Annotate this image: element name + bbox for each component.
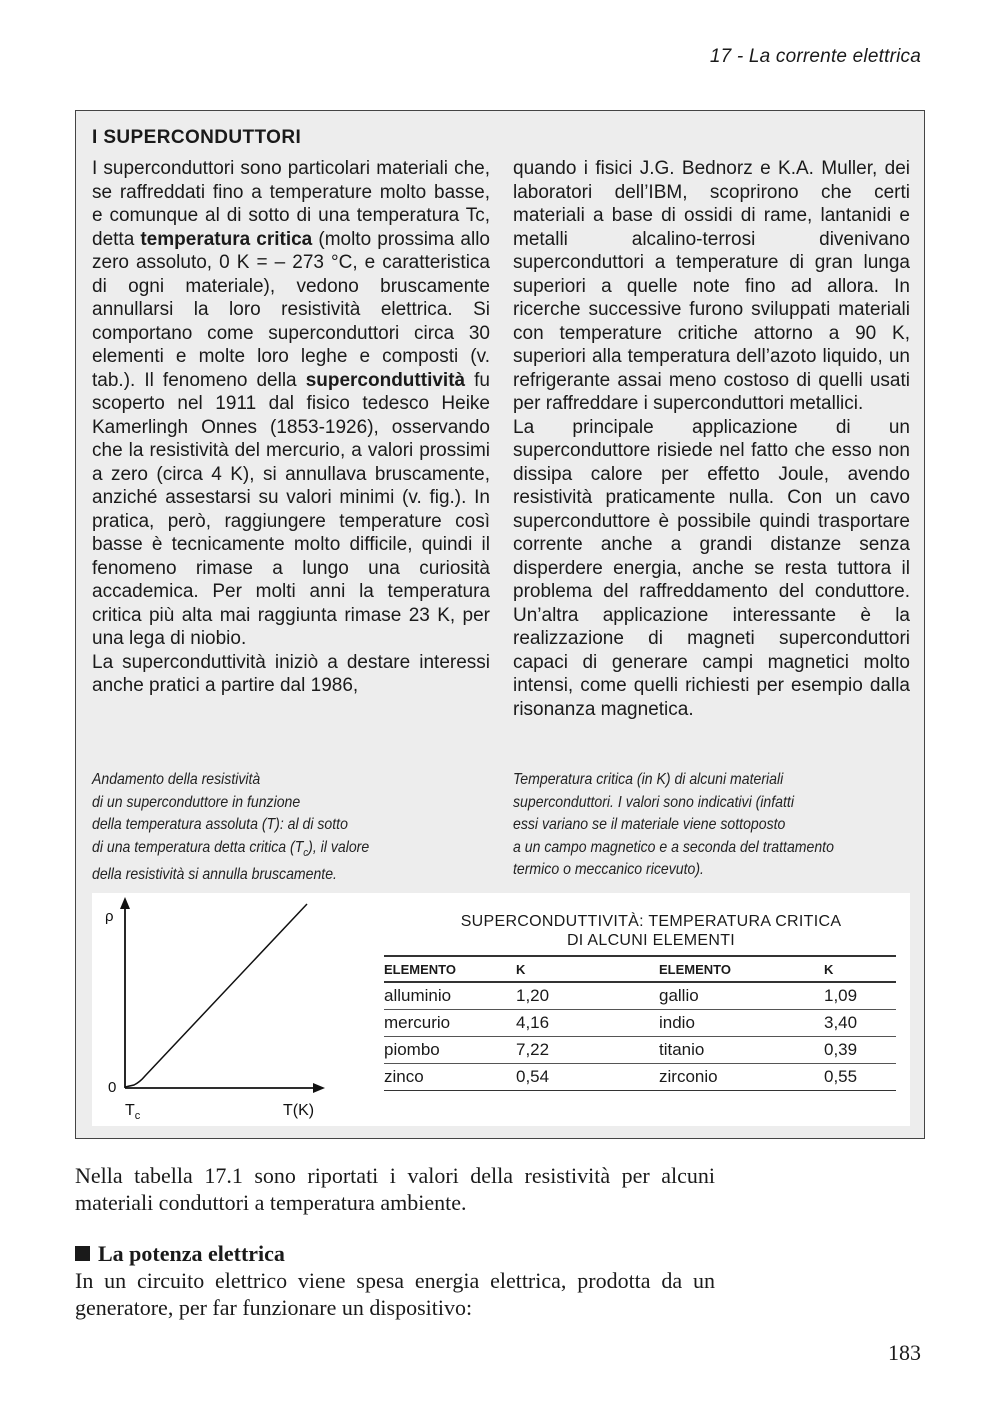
header-k-2: K bbox=[824, 956, 896, 982]
figure-caption: Andamento della resistività di un superconduttore in funzione della temperatura assoluta (T): al di sotto di una temperatura detta critica $(T_c)$, il valore della resistività si annulla bruscamente. bbox=[92, 771, 370, 884]
table-cell: zinco bbox=[384, 1063, 516, 1090]
table-title-line-1: SUPERCONDUTTIVITÀ: TEMPERATURA CRITICA bbox=[460, 913, 842, 930]
left-paragraph-2: La superconduttività iniziò a destare interessi anche pratici a partire dal 1986, bbox=[92, 651, 490, 696]
table-row bbox=[384, 1009, 896, 1036]
x-axis-label: T(K) bbox=[283, 1102, 315, 1119]
table-cell: 7,22 bbox=[516, 1036, 659, 1063]
table-row bbox=[384, 1036, 896, 1063]
section-title: La potenza elettrica bbox=[98, 1241, 285, 1266]
table-caption: Temperatura critica (in K) di alcuni materiali superconduttori. I valori sono indicativi (infatti essi variano se il materiale viene sottoposto a un campo magnetico e a seconda del trattamento termico o meccanico ricevuto). bbox=[513, 771, 834, 878]
table-cell: 1,09 bbox=[824, 982, 896, 1009]
critical-temperature-table bbox=[384, 955, 896, 1091]
y-axis-arrow bbox=[120, 897, 130, 909]
tc-label: $T_c$ bbox=[125, 1102, 141, 1122]
table-row bbox=[384, 982, 896, 1009]
table-cell: mercurio bbox=[384, 1009, 516, 1036]
table-title-line-2: DI ALCUNI ELEMENTI bbox=[566, 932, 736, 949]
table-cell: 3,40 bbox=[824, 1009, 896, 1036]
table-cell: 1,20 bbox=[516, 982, 659, 1009]
header-elemento-1: ELEMENTO bbox=[384, 956, 516, 982]
table-cell: alluminio bbox=[384, 982, 516, 1009]
box-right-column bbox=[513, 157, 910, 721]
table-cell: 4,16 bbox=[516, 1009, 659, 1036]
right-paragraph-2: La principale applicazione di un superconduttore risiede nel fatto che esso non dissipa calore per effetto Joule, avendo resistività praticamente nulla. Con un cavo superconduttore è possibile quindi trasportare corrente anche a grandi distanze senza disperdere energia, anche se resta tuttora il problema del raffreddamento del conduttore. Un’altra applicazione interessante è la realizzazione di magneti superconduttori capaci di generare campi magnetici molto intensi, come quelli richiesti per esempio dalla risonanza magnetica. bbox=[513, 416, 910, 720]
body-paragraph-2: In un circuito elettrico viene spesa energia elettrica, prodotta da un generatore, per far funzionare un dispositivo: bbox=[75, 1268, 715, 1320]
box-title: I SUPERCONDUTTORI bbox=[92, 127, 302, 148]
body-paragraph-1: Nella tabella 17.1 sono riportati i valori della resistività per alcuni materiali conduttori a temperatura ambiente. bbox=[75, 1163, 715, 1215]
term-superconduttivita: superconduttività bbox=[305, 369, 466, 391]
table-cell: zirconio bbox=[659, 1063, 824, 1090]
running-head: 17 - La corrente elettrica bbox=[709, 46, 921, 67]
origin-label: 0 bbox=[108, 1079, 117, 1096]
header-k-1: K bbox=[516, 956, 659, 982]
term-temperatura-critica: temperatura critica bbox=[140, 228, 313, 250]
box-left-column bbox=[92, 157, 490, 698]
table-cell: titanio bbox=[659, 1036, 824, 1063]
left-paragraph-1: I superconduttori sono particolari materiali che, se raffreddati fino a temperature molto basse, e comunque al di sotto di una temperatura Tc, detta temperatura critica (molto prossima allo zero assoluto, 0 K = – 273 °C, e caratteristica di ogni materiale), vedono bruscamente annullarsi la loro resistività elettrica. Si comportano come superconduttori circa 30 elementi e molte loro leghe e composti (v. tab.). Il fenomeno della superconduttività fu scoperto nel 1911 dal fisico tedesco Heike Kamerlingh Onnes (1853-1926), osservando che la resistività del mercurio, a valori prossimi a zero (circa 4 K), si annullava bruscamente, anziché assestarsi su valori minimi (v. fig.). In pratica, però, raggiungere temperature così basse è tecnicamente molto difficile, quindi il fenomeno rimase a lungo una curiosità accademica. Per molti anni la temperatura critica più alta mai raggiunta rimase 23 K, per una lega di niobio. bbox=[92, 158, 490, 649]
y-axis-label: ρ bbox=[105, 908, 114, 925]
table-row bbox=[384, 1063, 896, 1090]
header-elemento-2: ELEMENTO bbox=[659, 956, 824, 982]
page-number: 183 bbox=[888, 1340, 921, 1365]
resistivity-graph bbox=[92, 893, 332, 1126]
table-cell: gallio bbox=[659, 982, 824, 1009]
table-cell: 0,55 bbox=[824, 1063, 896, 1090]
section-heading bbox=[75, 1240, 285, 1267]
x-axis-arrow bbox=[313, 1083, 325, 1093]
table-header-row bbox=[384, 956, 896, 982]
superconductors-box bbox=[75, 110, 925, 1139]
table-cell: 0,54 bbox=[516, 1063, 659, 1090]
square-bullet-icon bbox=[75, 1246, 90, 1261]
table-cell: 0,39 bbox=[824, 1036, 896, 1063]
figure-panel bbox=[92, 893, 910, 1126]
right-paragraph-1: quando i fisici J.G. Bednorz e K.A. Muller, dei laboratori dell’IBM, scoprirono che certi materiali a base di ossidi di rame, lantanidi e metalli alcalino-terrosi divenivano superconduttori a temperature di gran lunga superiori a quelle note fino ad allora. In ricerche successive furono sviluppati materiali con temperature critiche attorno a 90 K, superiori alla temperatura dell’azoto liquido, un refrigerante assai meno costoso di quelli usati per raffreddare i superconduttori metallici. bbox=[513, 158, 910, 414]
resistivity-curve bbox=[125, 904, 307, 1087]
table-cell: indio bbox=[659, 1009, 824, 1036]
table-cell: piombo bbox=[384, 1036, 516, 1063]
